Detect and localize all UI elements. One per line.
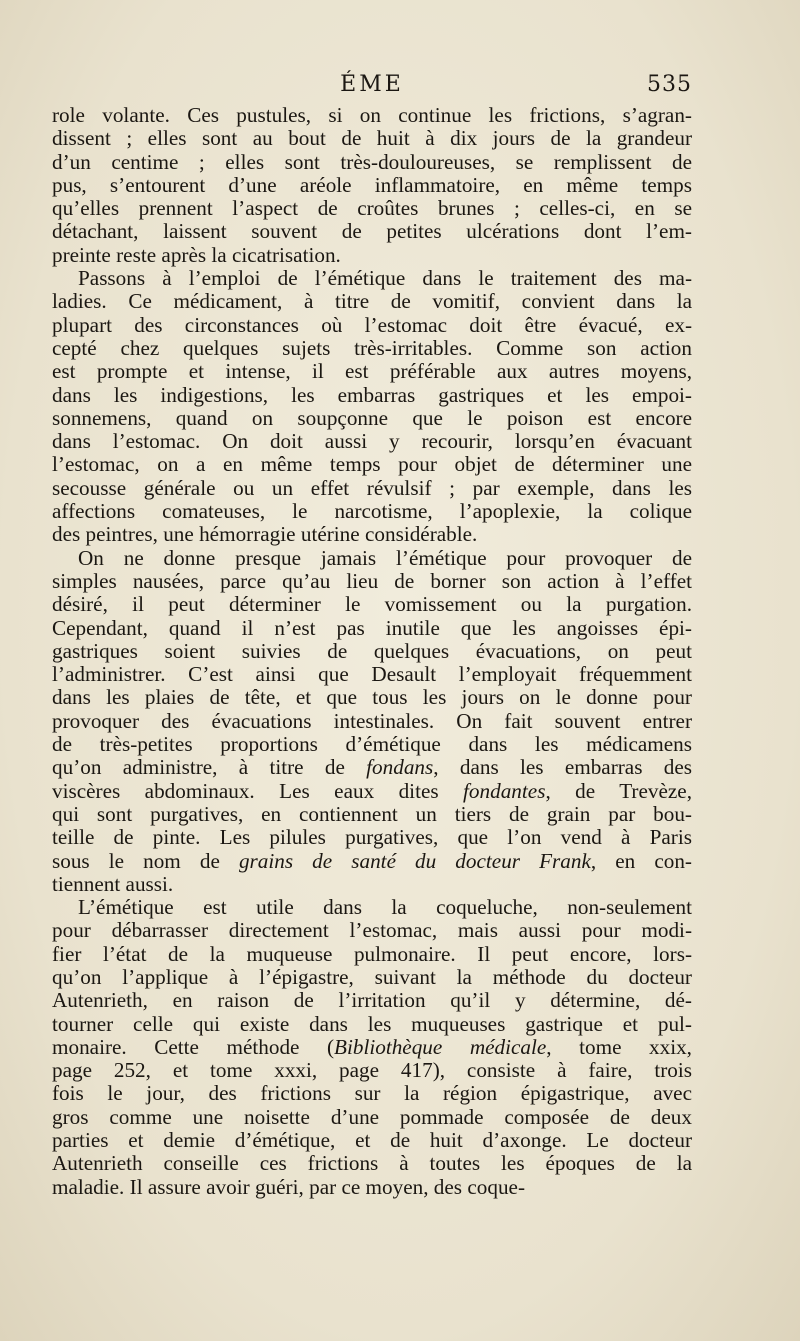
text-line: Autenrieth conseille ces frictions à toutes les époques de la [52,1151,692,1176]
text-line: Autenrieth, en raison de l’irritation qu’il y détermine, dé- [52,988,692,1013]
text-line: simples nausées, parce qu’au lieu de borner son action à l’effet [52,568,692,593]
paragraph [52,547,692,896]
text-line: tourner celle qui existe dans les muqueuses gastrique et pul- [52,1011,692,1036]
text-segment: sous le nom de [52,848,239,873]
page-header [52,72,692,102]
text-line: On ne donne presque jamais l’émétique pour provoquer de [78,545,692,570]
text-line: dans les indigestions, les embarras gastriques et les empoi- [52,382,692,407]
text-line: plupart des circonstances où l’estomac doit être évacué, ex- [52,312,692,337]
text-line: parties et demie d’émétique, et de huit d’axonge. Le docteur [52,1128,692,1153]
text-line: gros comme une noisette d’une pommade composée de deux [52,1104,692,1129]
text-line: dissent ; elles sont au bout de huit à dix jours de la grandeur [52,126,692,151]
text-line: fois le jour, des frictions sur la région épigastrique, avec [52,1081,692,1106]
text-line [52,780,692,803]
page-number: 535 [647,72,692,97]
text-line: dans l’estomac. On doit aussi y recourir, lorsqu’en évacuant [52,429,692,454]
italic-text: fondans [366,755,434,780]
body-text [52,104,692,1199]
italic-text: grains de santé du docteur Frank [238,848,591,873]
text-line: ladies. Ce médicament, à titre de vomitif, convient dans la [52,289,692,314]
text-segment: , en con- [590,848,692,873]
text-line: affections comateuses, le narcotisme, l’apoplexie, la colique [52,499,692,524]
text-line: Passons à l’emploi de l’émétique dans le traitement des ma- [78,266,692,291]
text-line [52,1036,692,1059]
running-head: ÉME [340,72,404,97]
text-line: Cependant, quand il n’est pas inutile que les angoisses épi- [52,615,692,640]
text-segment: , dans les embarras des [433,755,692,780]
text-segment: viscères abdominaux. Les eaux dites [52,778,464,803]
text-line: l’estomac, on a en même temps pour objet de déterminer une [52,452,692,477]
text-line: est prompte et intense, il est préférable aux autres moyens, [52,359,692,384]
text-segment: , tome xxix, [546,1034,692,1059]
text-line: dans les plaies de tête, et que tous les jours on le donne pour [52,685,692,710]
text-line: gastriques soient suivies de quelques évacuations, on peut [52,638,692,663]
text-line: tiennent aussi. [52,871,174,896]
text-line: d’un centime ; elles sont très-douloureuses, se remplissent de [52,149,692,174]
text-line: qu’elles prennent l’aspect de croûtes brunes ; celles-ci, en se [52,196,692,221]
text-line [52,756,692,779]
text-segment: qu’on administre, à titre de [52,755,367,780]
text-line [52,850,692,873]
text-line: désiré, il peut déterminer le vomissement ou la purgation. [52,592,692,617]
text-line: sonnemens, quand on soupçonne que le poison est encore [52,405,692,430]
text-line: preinte reste après la cicatrisation. [52,242,341,267]
text-line: l’administrer. C’est ainsi que Desault l’employait fréquemment [52,662,692,687]
italic-text: Bibliothèque médicale [334,1034,547,1059]
text-line: cepté chez quelques sujets très-irritables. Comme son action [52,335,692,360]
text-line: des peintres, une hémorragie utérine considérable. [52,522,478,547]
text-line: qui sont purgatives, en contiennent un tiers de grain par bou- [52,801,692,826]
text-line: détachant, laissent souvent de petites ulcérations dont l’em- [52,219,692,244]
paragraph [52,267,692,547]
text-line: de très-petites proportions d’émétique dans les médicamens [52,732,692,757]
text-line: maladie. Il assure avoir guéri, par ce moyen, des coque- [52,1174,525,1199]
text-line: teille de pinte. Les pilules purgatives, que l’on vend à Paris [52,825,692,850]
text-line: provoquer des évacuations intestinales. On fait souvent entrer [52,708,692,733]
text-line: secousse générale ou un effet révulsif ; par exemple, dans les [52,475,692,500]
text-line: L’émétique est utile dans la coqueluche, non-seulement [78,895,692,920]
text-line: pus, s’entourent d’une aréole inflammatoire, en même temps [52,172,692,197]
italic-text: fondantes [463,778,546,803]
text-line: qu’on l’applique à l’épigastre, suivant la méthode du docteur [52,964,692,989]
text-line: pour débarrasser directement l’estomac, mais aussi pour modi- [52,918,692,943]
paragraph [52,896,692,1199]
paragraph [52,104,692,267]
text-line: page 252, et tome xxxi, page 417), consiste à faire, trois [52,1058,692,1083]
text-line: role volante. Ces pustules, si on continue les frictions, s’agran- [52,103,692,127]
text-line: fier l’état de la muqueuse pulmonaire. Il peut encore, lors- [52,941,692,966]
text-segment: , de Trevèze, [545,778,692,803]
text-segment: monaire. Cette méthode ( [52,1034,335,1059]
